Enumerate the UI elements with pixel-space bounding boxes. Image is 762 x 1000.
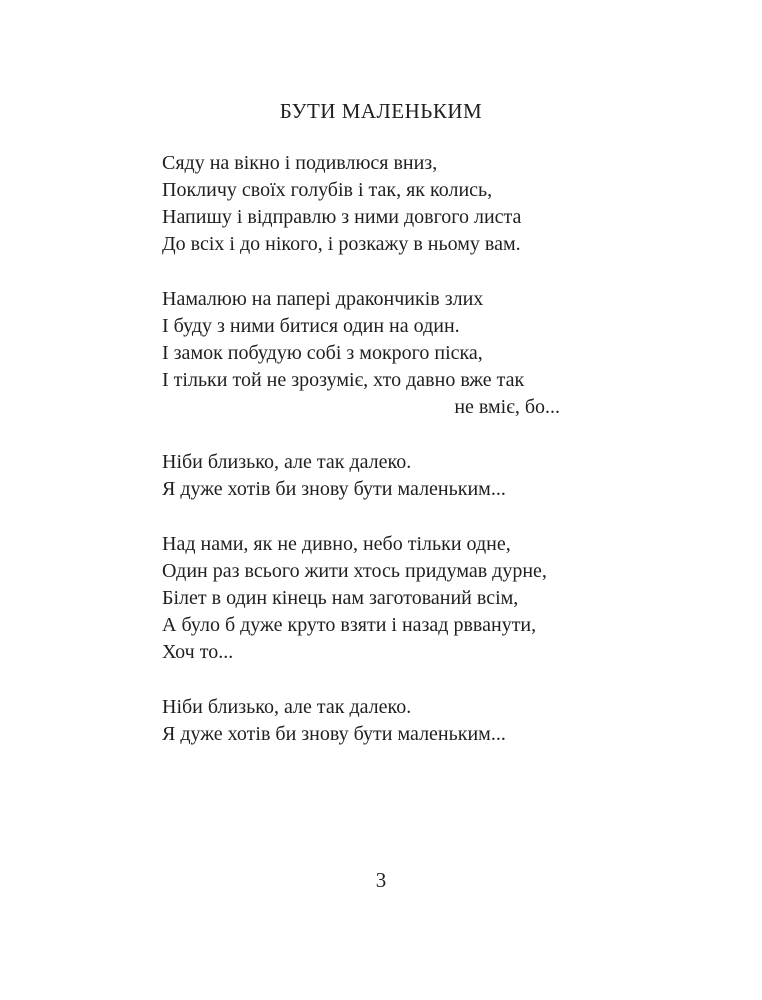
poem-line: Над нами, як не дивно, небо тільки одне, bbox=[162, 533, 511, 555]
poem-line: Я дуже хотів би знову бути маленьким... bbox=[162, 723, 506, 745]
poem-line: Один раз всього жити хтось придумав дурне, bbox=[162, 560, 547, 582]
stanza-2 bbox=[162, 286, 602, 421]
stanza-3-refrain bbox=[162, 449, 602, 503]
poem-line: Намалюю на папері дракончиків злих bbox=[162, 288, 484, 310]
stanza-1 bbox=[162, 150, 602, 258]
poem-title: БУТИ МАЛЕНЬКИМ bbox=[279, 99, 483, 123]
poem-line: Ніби близько, але так далеко. bbox=[162, 451, 412, 473]
poem-line: Хоч то... bbox=[162, 641, 234, 663]
poem-line: Ніби близько, але так далеко. bbox=[162, 696, 412, 718]
poem-line: І замок побудую собі з мокрого піска, bbox=[162, 342, 483, 364]
poem-body bbox=[162, 150, 602, 776]
stanza-5-refrain bbox=[162, 694, 602, 748]
poem-line: Я дуже хотів би знову бути маленьким... bbox=[162, 478, 506, 500]
poem-line: І буду з ними битися один на один. bbox=[162, 315, 460, 337]
poem-line: Напишу і відправлю з ними довгого листа bbox=[162, 206, 522, 228]
page-number: 3 bbox=[375, 868, 387, 892]
poem-line: До всіх і до нікого, і розкажу в ньому вам. bbox=[162, 233, 521, 255]
poem-line: Білет в один кінець нам заготований всім, bbox=[162, 587, 519, 609]
poem-line: І тільки той не зрозуміє, хто давно вже так bbox=[162, 369, 525, 391]
poem-line: А було б дуже круто взяти і назад рвванути, bbox=[162, 614, 537, 636]
poem-line: Сяду на вікно і подивлюся вниз, bbox=[162, 152, 438, 174]
poem-line-continuation: не вміє, бо... bbox=[454, 396, 560, 418]
stanza-4 bbox=[162, 531, 602, 666]
poem-line: Покличу своїх голубів і так, як колись, bbox=[162, 179, 493, 201]
